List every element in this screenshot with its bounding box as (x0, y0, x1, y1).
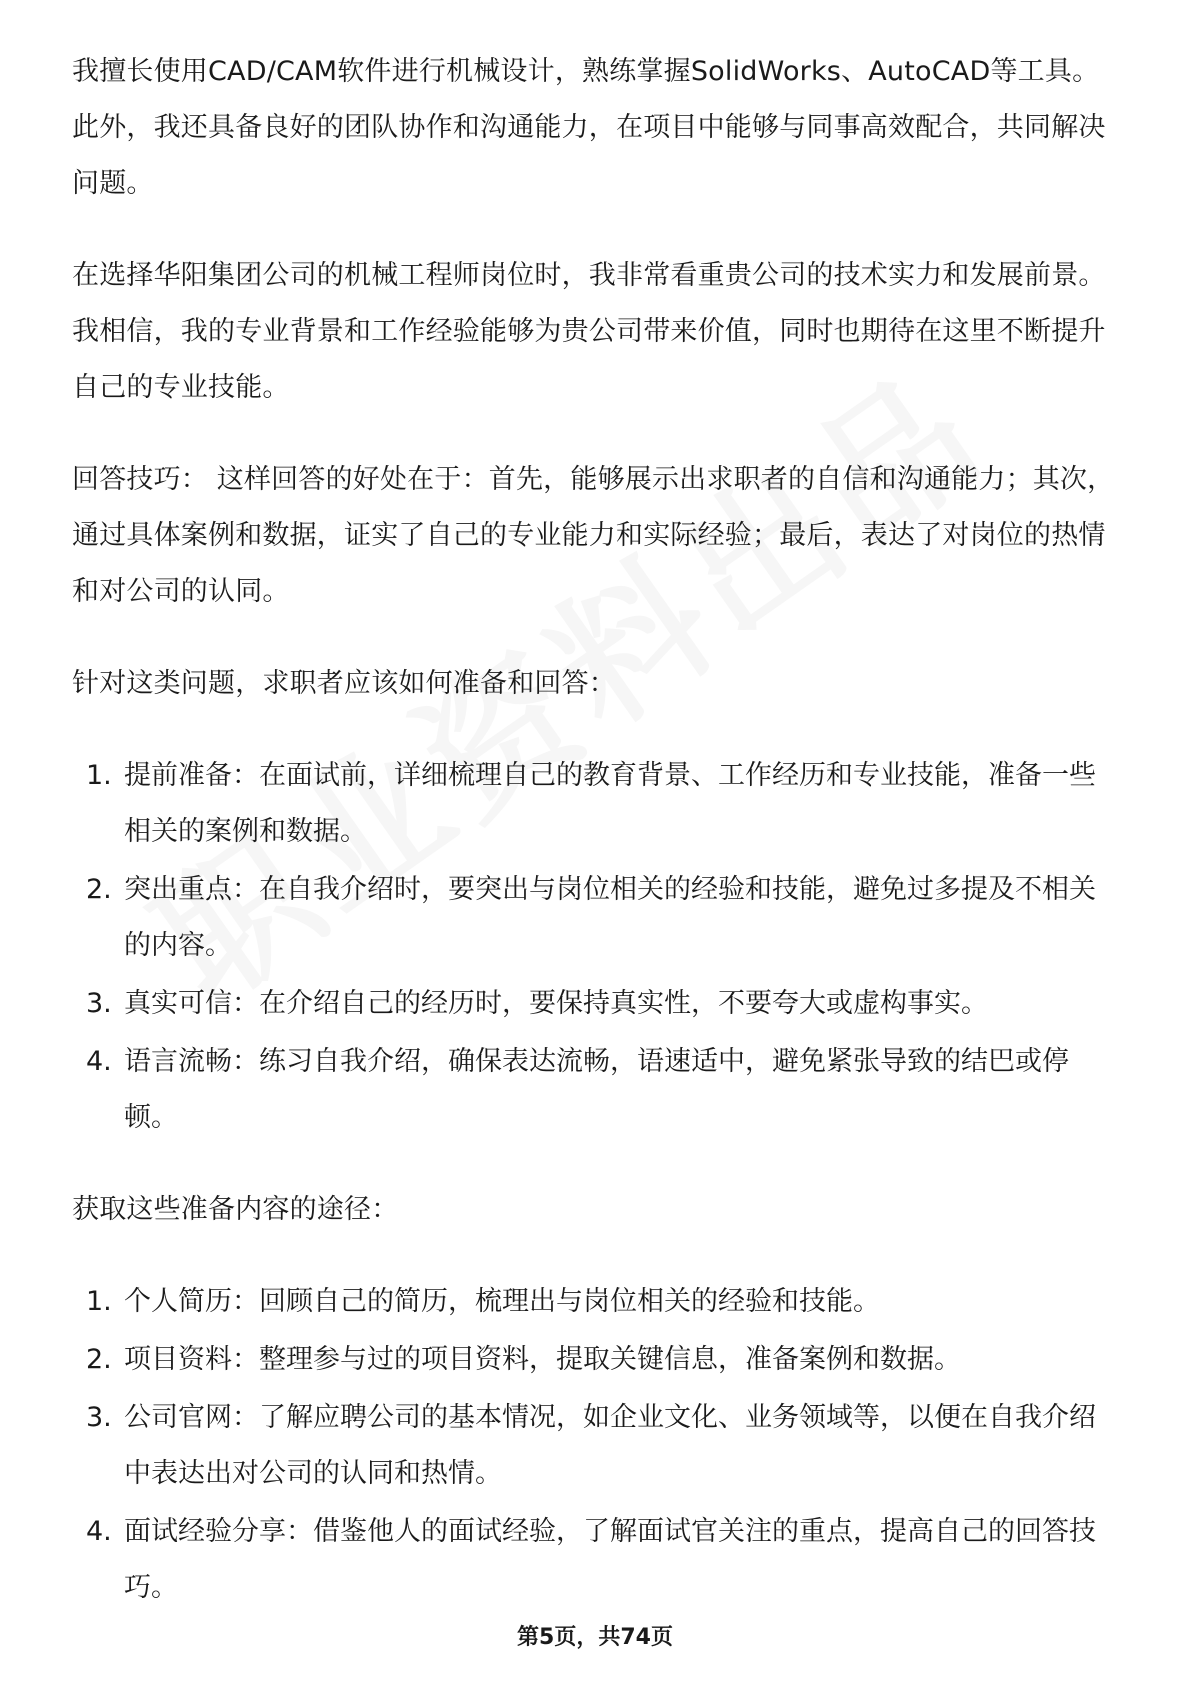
list-item (72, 1390, 1120, 1502)
list-item (72, 976, 1120, 1032)
paragraph-skills: 我擅长使用CAD/CAM软件进行机械设计，熟练掌握SolidWorks、AutoCAD等工具。此外，我还具备良好的团队协作和沟通能力，在项目中能够与同事高效配合，共同解决问题。 (72, 56, 1106, 199)
list-item-text: 个人简历：回顾自己的简历，梳理出与岗位相关的经验和技能。 (124, 1286, 880, 1317)
list-item-number: 2. (86, 874, 112, 905)
list-item-number: 1. (86, 1286, 112, 1317)
list-item-text: 突出重点：在自我介绍时，要突出与岗位相关的经验和技能，避免过多提及不相关的内容。 (124, 874, 1096, 961)
prepare-list (72, 748, 1120, 1146)
paragraph-prepare-heading: 针对这类问题，求职者应该如何准备和回答： (72, 668, 616, 699)
list-item-number: 2. (86, 1344, 112, 1375)
list-item-number: 3. (86, 988, 112, 1019)
page-content (72, 44, 1120, 1652)
sources-list (72, 1274, 1120, 1616)
list-item-number: 4. (86, 1516, 112, 1547)
list-item-text: 提前准备：在面试前，详细梳理自己的教育背景、工作经历和专业技能，准备一些相关的案例和数据。 (124, 760, 1096, 847)
list-item-text: 语言流畅：练习自我介绍，确保表达流畅，语速适中，避免紧张导致的结巴或停顿。 (124, 1046, 1069, 1133)
paragraph-answer-tips: 回答技巧： 这样回答的好处在于：首先，能够展示出求职者的自信和沟通能力；其次，通过具体案例和数据，证实了自己的专业能力和实际经验；最后，表达了对岗位的热情和对公司的认同。 (72, 464, 1115, 607)
list-item-text: 真实可信：在介绍自己的经历时，要保持真实性，不要夸大或虚构事实。 (124, 988, 988, 1019)
list-item (72, 1332, 1120, 1388)
list-item-text: 项目资料：整理参与过的项目资料，提取关键信息，准备案例和数据。 (124, 1344, 961, 1375)
list-item (72, 748, 1120, 860)
paragraph-motivation: 在选择华阳集团公司的机械工程师岗位时，我非常看重贵公司的技术实力和发展前景。我相信，我的专业背景和工作经验能够为贵公司带来价值，同时也期待在这里不断提升自己的专业技能。 (72, 260, 1106, 403)
list-item-number: 4. (86, 1046, 112, 1077)
list-item (72, 1034, 1120, 1146)
list-item-number: 3. (86, 1402, 112, 1433)
paragraph-sources-heading: 获取这些准备内容的途径： (72, 1194, 399, 1225)
page-number-footer: 第5页，共74页 (517, 1625, 673, 1650)
list-item-text: 面试经验分享：借鉴他人的面试经验，了解面试官关注的重点，提高自己的回答技巧。 (124, 1516, 1096, 1603)
list-item-text: 公司官网：了解应聘公司的基本情况，如企业文化、业务领域等，以便在自我介绍中表达出对公司的认同和热情。 (124, 1402, 1096, 1489)
list-item (72, 862, 1120, 974)
list-item (72, 1274, 1120, 1330)
list-item-number: 1. (86, 760, 112, 791)
list-item (72, 1504, 1120, 1616)
